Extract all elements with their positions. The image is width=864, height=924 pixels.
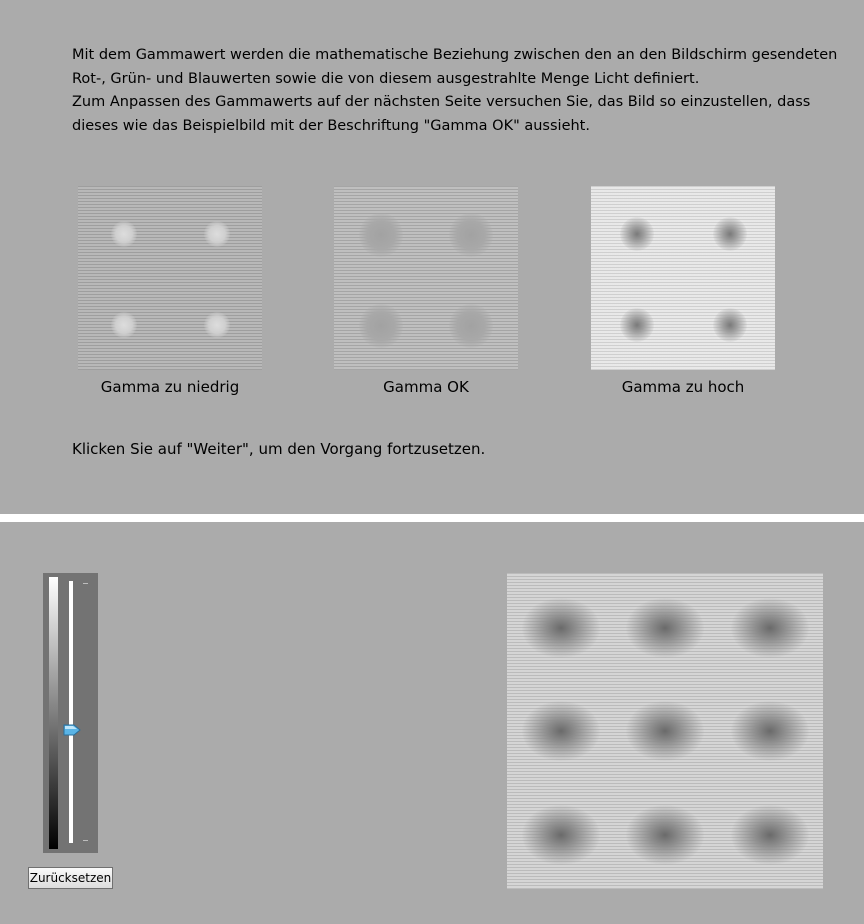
gamma-description-paragraph-1: Mit dem Gammawert werden die mathematische Beziehung zwischen den an den Bildschirm gesendeten Rot-, Grün- und Blauwerten sowie die von diesem ausgestrahlte Menge Licht definiert. (72, 47, 838, 87)
sample-label-gamma-ok: Gamma OK (383, 378, 469, 396)
sample-label-gamma-high: Gamma zu hoch (621, 378, 745, 396)
sample-label-gamma-low: Gamma zu niedrig (100, 378, 240, 396)
gamma-slider-track[interactable] (69, 581, 73, 843)
slider-tick-top (83, 583, 88, 584)
gamma-description (72, 44, 842, 138)
gamma-slider-control[interactable] (43, 573, 98, 853)
gamma-adjust-pattern (507, 573, 823, 889)
sample-image-gamma-high (591, 186, 775, 370)
gamma-description-paragraph-2: Zum Anpassen des Gammawerts auf der nächsten Seite versuchen Sie, das Bild so einzustellen, dass dieses wie das Beispielbild mit der Beschriftung "Gamma OK" aussieht. (72, 94, 811, 134)
sample-image-gamma-ok (334, 186, 518, 370)
panel-divider (0, 514, 864, 522)
gamma-slider-thumb[interactable] (63, 724, 81, 736)
sample-image-gamma-low (78, 186, 262, 370)
slider-tick-bottom (83, 840, 88, 841)
gray-ramp (49, 577, 58, 849)
reset-button[interactable]: Zurücksetzen (28, 867, 113, 889)
continue-instruction: Klicken Sie auf "Weiter", um den Vorgang fortzusetzen. (72, 440, 486, 458)
